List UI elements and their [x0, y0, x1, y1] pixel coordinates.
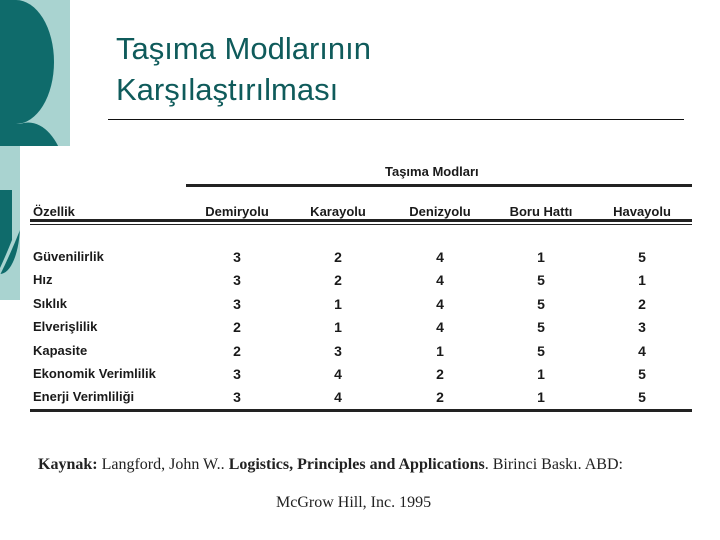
cell-boru-hatti: 1: [537, 249, 545, 265]
row-label: Enerji Verimliliği: [33, 389, 135, 404]
cell-denizyolu: 1: [436, 343, 444, 359]
cell-karayolu: 2: [334, 249, 342, 265]
source-author: Langford, John W..: [97, 456, 229, 473]
row-label: Elverişlilik: [33, 319, 98, 334]
cell-boru-hatti: 1: [537, 366, 545, 382]
source-citation: [38, 456, 623, 474]
header-rule-top: [30, 219, 692, 222]
source-edition: . Birinci Baskı. ABD:: [484, 456, 623, 473]
table-group-header: Taşıma Modları: [385, 164, 479, 179]
header-rule-bottom: [30, 224, 692, 225]
row-label: Güvenilirlik: [33, 249, 104, 264]
cell-havayolu: 5: [638, 366, 646, 382]
cell-boru-hatti: 5: [537, 272, 545, 288]
table-row: [0, 296, 720, 319]
cell-havayolu: 3: [638, 319, 646, 335]
source-publisher: McGrow Hill, Inc. 1995: [276, 494, 432, 511]
column-header-ozellik: Özellik: [33, 204, 75, 219]
row-label: Hız: [33, 272, 53, 287]
cell-demiryolu: 3: [233, 272, 241, 288]
cell-havayolu: 5: [638, 389, 646, 405]
cell-denizyolu: 4: [436, 272, 444, 288]
group-header-rule: [186, 184, 692, 187]
table-row: [0, 366, 720, 389]
cell-havayolu: 2: [638, 296, 646, 312]
cell-denizyolu: 2: [436, 389, 444, 405]
column-header-karayolu: Karayolu: [310, 204, 366, 219]
cell-karayolu: 3: [334, 343, 342, 359]
title-line-2: Karşılaştırılması: [116, 72, 339, 107]
row-label: Kapasite: [33, 343, 88, 358]
row-label: Sıklık: [33, 296, 67, 311]
cell-demiryolu: 2: [233, 343, 241, 359]
cell-demiryolu: 3: [233, 389, 241, 405]
cell-boru-hatti: 5: [537, 296, 545, 312]
column-header-demiryolu: Demiryolu: [205, 204, 269, 219]
cell-demiryolu: 3: [233, 249, 241, 265]
table-row: [0, 343, 720, 366]
cell-karayolu: 4: [334, 389, 342, 405]
column-header-denizyolu: Denizyolu: [409, 204, 471, 219]
slide-title: [116, 28, 371, 110]
cell-karayolu: 2: [334, 272, 342, 288]
column-header-boru-hatti: Boru Hattı: [509, 204, 573, 219]
cell-denizyolu: 4: [436, 319, 444, 335]
source-label: Kaynak:: [38, 456, 98, 473]
row-label: Ekonomik Verimlilik: [33, 366, 156, 381]
cell-demiryolu: 3: [233, 366, 241, 382]
table-row: [0, 249, 720, 272]
table-row: [0, 272, 720, 295]
cell-boru-hatti: 1: [537, 389, 545, 405]
source-book-title: Logistics, Principles and Applications: [228, 456, 485, 473]
cell-karayolu: 1: [334, 296, 342, 312]
cell-denizyolu: 4: [436, 249, 444, 265]
cell-boru-hatti: 5: [537, 343, 545, 359]
cell-denizyolu: 4: [436, 296, 444, 312]
title-underline: [108, 119, 684, 120]
cell-havayolu: 5: [638, 249, 646, 265]
cell-boru-hatti: 5: [537, 319, 545, 335]
cell-demiryolu: 2: [233, 319, 241, 335]
column-header-havayolu: Havayolu: [613, 204, 671, 219]
cell-demiryolu: 3: [233, 296, 241, 312]
cell-karayolu: 1: [334, 319, 342, 335]
table-row: [0, 319, 720, 342]
cell-havayolu: 1: [638, 272, 646, 288]
cell-karayolu: 4: [334, 366, 342, 382]
cell-havayolu: 4: [638, 343, 646, 359]
cell-denizyolu: 2: [436, 366, 444, 382]
table-bottom-rule: [30, 409, 692, 412]
title-line-1: Taşıma Modlarının: [116, 31, 371, 66]
